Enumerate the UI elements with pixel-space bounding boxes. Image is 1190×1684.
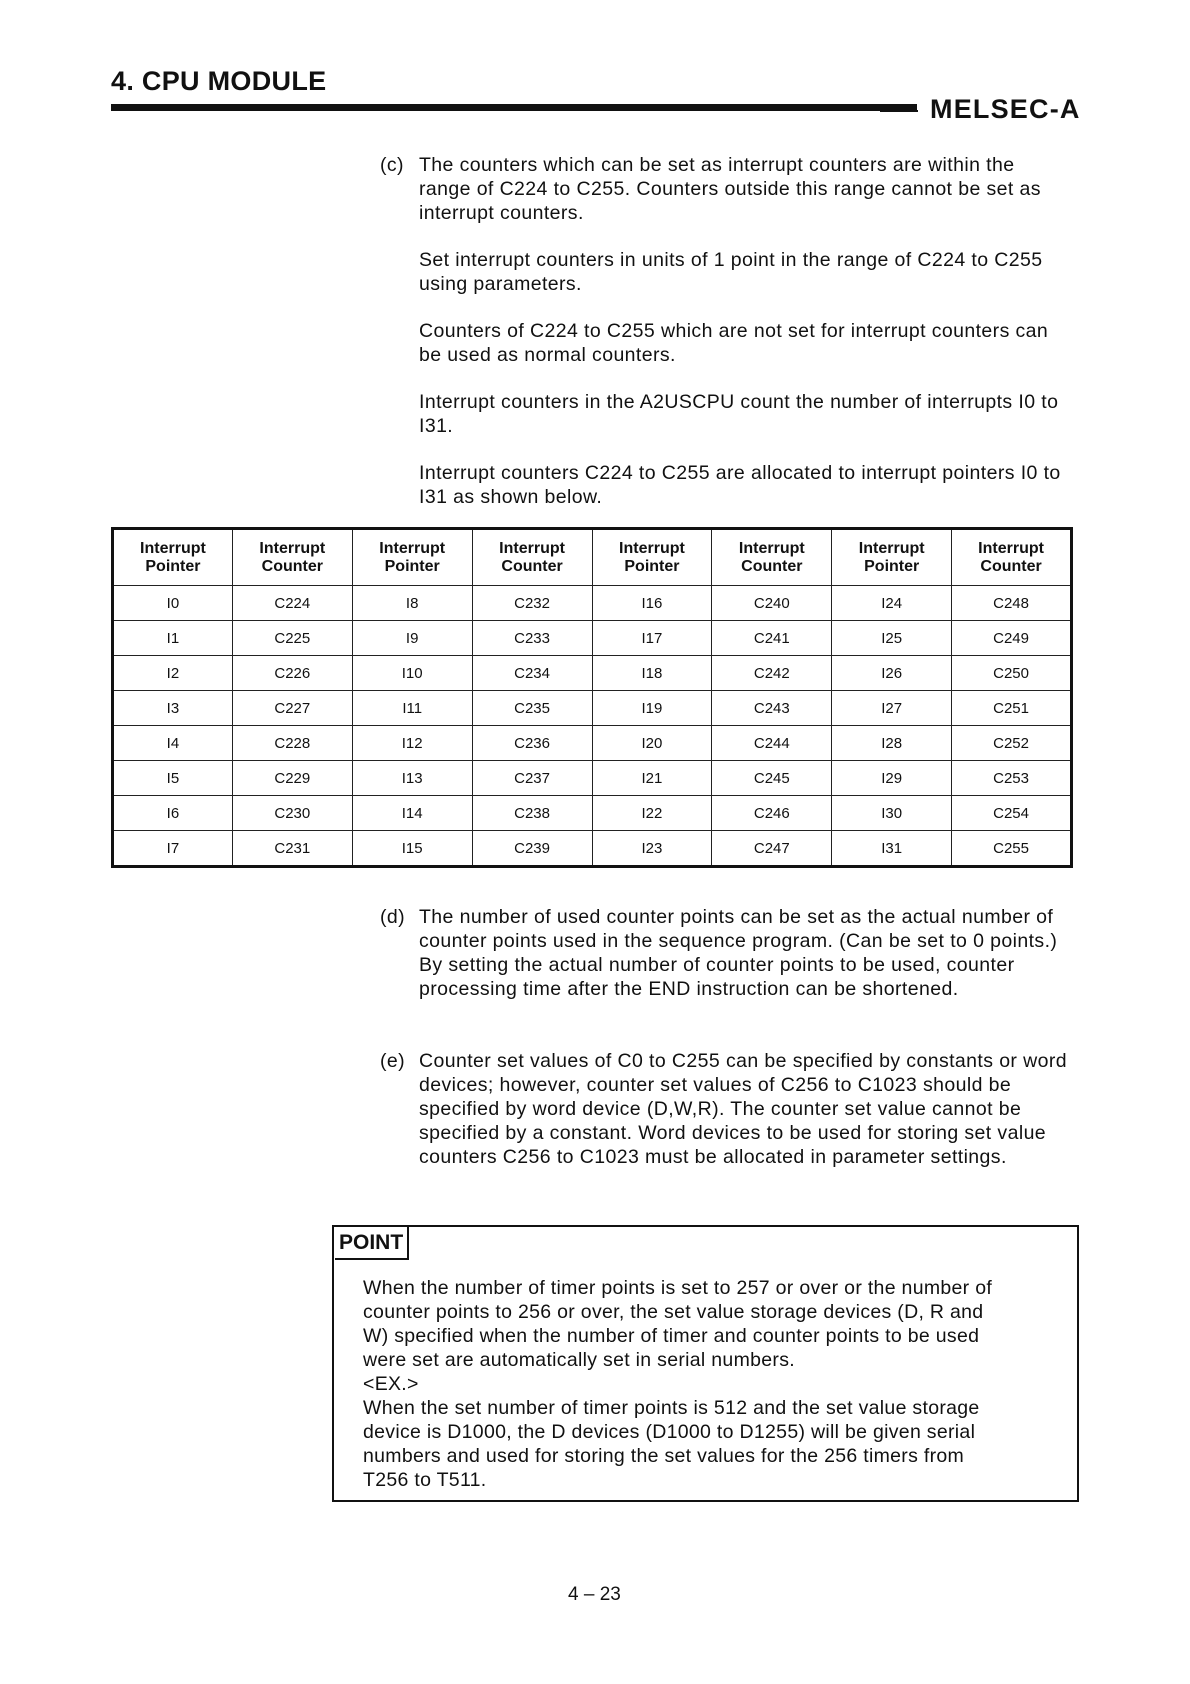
counter-cell: C224 bbox=[232, 586, 352, 621]
header-cell: Interrupt Pointer bbox=[592, 529, 712, 586]
table-row bbox=[113, 691, 1072, 726]
counter-cell: C230 bbox=[232, 796, 352, 831]
section-c-paragraph-1: The counters which can be set as interrupt counters are within the range of C224 to C255. Counters outside this range cannot be set as interrupt counters. bbox=[419, 154, 1041, 224]
pointer-cell: I25 bbox=[832, 621, 952, 656]
pointer-cell: I0 bbox=[113, 586, 233, 621]
point-text bbox=[363, 1276, 1063, 1492]
pointer-cell: I31 bbox=[832, 831, 952, 867]
interrupt-counter-table bbox=[111, 527, 1073, 868]
counter-cell: C243 bbox=[712, 691, 832, 726]
pointer-cell: I6 bbox=[113, 796, 233, 831]
section-e-marker: (e) bbox=[380, 1050, 406, 1072]
pointer-cell: I1 bbox=[113, 621, 233, 656]
point-line: When the set number of timer points is 512 and the set value storage bbox=[363, 1397, 980, 1419]
header-cell: Interrupt Pointer bbox=[352, 529, 472, 586]
pointer-cell: I20 bbox=[592, 726, 712, 761]
pointer-cell: I24 bbox=[832, 586, 952, 621]
pointer-cell: I22 bbox=[592, 796, 712, 831]
table-row bbox=[113, 621, 1072, 656]
counter-cell: C236 bbox=[472, 726, 592, 761]
counter-cell: C254 bbox=[952, 796, 1072, 831]
counter-cell: C229 bbox=[232, 761, 352, 796]
section-e bbox=[380, 1049, 1070, 1169]
pointer-cell: I21 bbox=[592, 761, 712, 796]
counter-cell: C251 bbox=[952, 691, 1072, 726]
pointer-cell: I26 bbox=[832, 656, 952, 691]
point-line: device is D1000, the D devices (D1000 to D1255) will be given serial bbox=[363, 1421, 976, 1443]
pointer-cell: I18 bbox=[592, 656, 712, 691]
counter-cell: C232 bbox=[472, 586, 592, 621]
header-cell: Interrupt Pointer bbox=[832, 529, 952, 586]
pointer-cell: I5 bbox=[113, 761, 233, 796]
table-row bbox=[113, 831, 1072, 867]
pointer-cell: I15 bbox=[352, 831, 472, 867]
page-number: 4 – 23 bbox=[568, 1584, 621, 1605]
pointer-cell: I7 bbox=[113, 831, 233, 867]
counter-cell: C234 bbox=[472, 656, 592, 691]
counter-cell: C239 bbox=[472, 831, 592, 867]
table-row bbox=[113, 656, 1072, 691]
pointer-cell: I12 bbox=[352, 726, 472, 761]
pointer-cell: I14 bbox=[352, 796, 472, 831]
section-c bbox=[380, 153, 1070, 532]
section-c-paragraph-2: Set interrupt counters in units of 1 point in the range of C224 to C255 using parameters. bbox=[419, 249, 1043, 295]
section-d-marker: (d) bbox=[380, 906, 406, 928]
counter-cell: C250 bbox=[952, 656, 1072, 691]
pointer-cell: I29 bbox=[832, 761, 952, 796]
header-cell: Interrupt Counter bbox=[952, 529, 1072, 586]
counter-cell: C242 bbox=[712, 656, 832, 691]
pointer-cell: I30 bbox=[832, 796, 952, 831]
header-cell: Interrupt Counter bbox=[472, 529, 592, 586]
pointer-cell: I27 bbox=[832, 691, 952, 726]
counter-cell: C249 bbox=[952, 621, 1072, 656]
pointer-cell: I2 bbox=[113, 656, 233, 691]
section-c-paragraph-3: Counters of C224 to C255 which are not set for interrupt counters can be used as normal counters. bbox=[419, 320, 1049, 366]
counter-cell: C248 bbox=[952, 586, 1072, 621]
brand-name: MELSEC-A bbox=[930, 94, 1081, 124]
point-line: numbers and used for storing the set values for the 256 timers from bbox=[363, 1445, 965, 1467]
header-cell: Interrupt Counter bbox=[232, 529, 352, 586]
point-line: <EX.> bbox=[363, 1373, 419, 1395]
pointer-cell: I13 bbox=[352, 761, 472, 796]
counter-cell: C238 bbox=[472, 796, 592, 831]
pointer-cell: I23 bbox=[592, 831, 712, 867]
point-line: T256 to T511. bbox=[363, 1469, 487, 1491]
pointer-cell: I16 bbox=[592, 586, 712, 621]
counter-cell: C240 bbox=[712, 586, 832, 621]
header-rule bbox=[111, 104, 917, 111]
table-header-row bbox=[113, 529, 1072, 586]
point-line: When the number of timer points is set to 257 or over or the number of bbox=[363, 1277, 993, 1299]
pointer-cell: I4 bbox=[113, 726, 233, 761]
counter-cell: C237 bbox=[472, 761, 592, 796]
pointer-cell: I3 bbox=[113, 691, 233, 726]
counter-cell: C245 bbox=[712, 761, 832, 796]
counter-cell: C255 bbox=[952, 831, 1072, 867]
section-c-paragraph-5: Interrupt counters C224 to C255 are allocated to interrupt pointers I0 to I31 as shown below. bbox=[419, 462, 1061, 508]
pointer-cell: I8 bbox=[352, 586, 472, 621]
pointer-cell: I10 bbox=[352, 656, 472, 691]
pointer-cell: I9 bbox=[352, 621, 472, 656]
chapter-title: 4. CPU MODULE bbox=[111, 66, 327, 96]
point-line: counter points to 256 or over, the set value storage devices (D, R and bbox=[363, 1301, 984, 1323]
point-line: W) specified when the number of timer and counter points to be used bbox=[363, 1325, 980, 1347]
table-row bbox=[113, 796, 1072, 831]
header-cell: Interrupt Pointer bbox=[113, 529, 233, 586]
table-row bbox=[113, 586, 1072, 621]
header-cell: Interrupt Counter bbox=[712, 529, 832, 586]
point-label: POINT bbox=[335, 1227, 409, 1260]
counter-cell: C225 bbox=[232, 621, 352, 656]
table-row bbox=[113, 726, 1072, 761]
counter-cell: C227 bbox=[232, 691, 352, 726]
point-line: were set are automatically set in serial numbers. bbox=[363, 1349, 795, 1371]
counter-cell: C235 bbox=[472, 691, 592, 726]
counter-cell: C233 bbox=[472, 621, 592, 656]
counter-cell: C253 bbox=[952, 761, 1072, 796]
pointer-cell: I19 bbox=[592, 691, 712, 726]
pointer-cell: I17 bbox=[592, 621, 712, 656]
pointer-cell: I28 bbox=[832, 726, 952, 761]
section-e-text: Counter set values of C0 to C255 can be specified by constants or word devices; however, counter set values of C256 to C1023 should be specified by word device (D,W,R). The counter set value cannot be specified by a constant. Word devices to be used for storing set value counters C256 to C1023 must be allocated in parameter settings. bbox=[419, 1050, 1068, 1168]
counter-cell: C228 bbox=[232, 726, 352, 761]
section-d bbox=[380, 905, 1070, 1001]
pointer-cell: I11 bbox=[352, 691, 472, 726]
counter-cell: C246 bbox=[712, 796, 832, 831]
counter-cell: C247 bbox=[712, 831, 832, 867]
section-c-paragraph-4: Interrupt counters in the A2USCPU count the number of interrupts I0 to I31. bbox=[419, 391, 1059, 437]
table-body bbox=[113, 586, 1072, 867]
table-row bbox=[113, 761, 1072, 796]
section-c-marker: (c) bbox=[380, 154, 404, 176]
counter-cell: C244 bbox=[712, 726, 832, 761]
counter-cell: C226 bbox=[232, 656, 352, 691]
section-d-text: The number of used counter points can be set as the actual number of counter points used in the sequence program. (Can be set to 0 points.) By setting the actual number of counter points to be used, counter processing time after the END instruction can be shortened. bbox=[419, 906, 1058, 1000]
counter-cell: C241 bbox=[712, 621, 832, 656]
counter-cell: C231 bbox=[232, 831, 352, 867]
counter-cell: C252 bbox=[952, 726, 1072, 761]
header-rule-tail bbox=[880, 110, 918, 112]
